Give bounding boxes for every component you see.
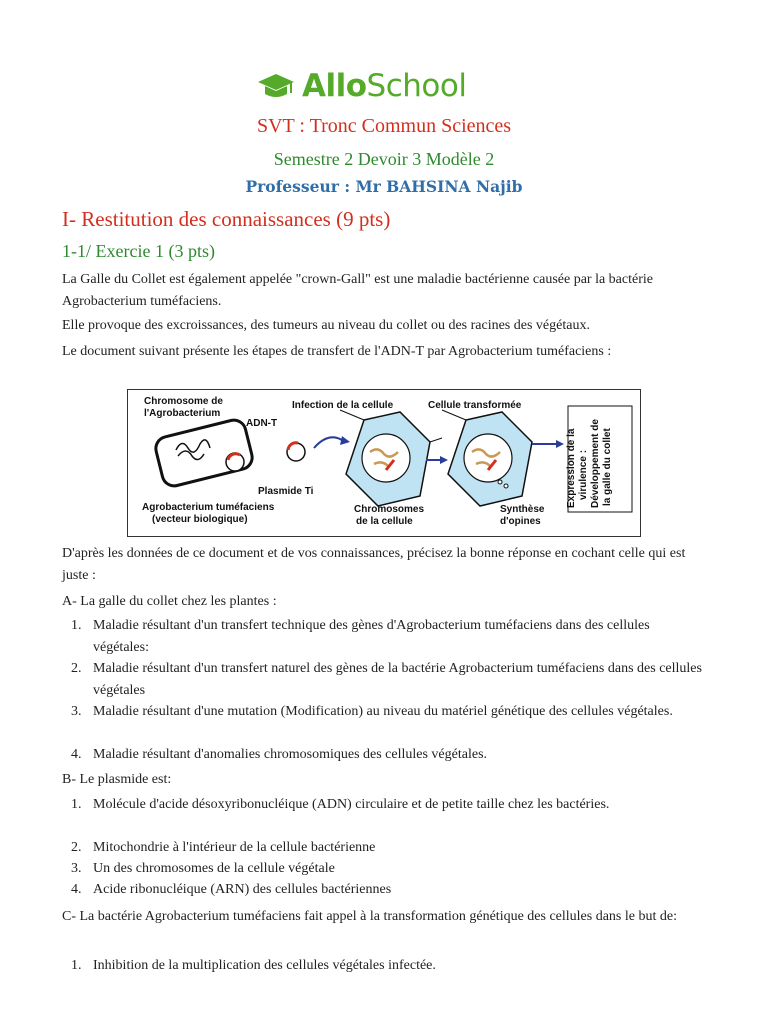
- label-transformed-cell: Cellule transformée: [428, 400, 522, 411]
- question-c-item-1[interactable]: 1. Inhibition de la multiplication des cellules végétales infectée.: [71, 958, 436, 973]
- label-expression-1: Expression de la: [566, 428, 577, 508]
- question-a-item-2[interactable]: 2. Maladie résultant d'un transfert naturel des gènes de la bactérie Agrobacterium tuméfaciens dans des cellules végétales: [71, 661, 702, 698]
- logo-text: AlloSchool: [302, 68, 467, 104]
- section-heading: I- Restitution des connaissances (9 pts): [62, 207, 391, 231]
- question-b-item-1[interactable]: 1. Molécule d'acide désoxyribonucléique (ADN) circulaire et de petite taille chez les bactéries.: [71, 797, 610, 812]
- question-a-item-3[interactable]: 3. Maladie résultant d'une mutation (Modification) au niveau du matériel génétique des cellules végétales.: [71, 704, 673, 719]
- paragraph-4: D'après les données de ce document et de vos connaissances, précisez la bonne réponse en cochant celle qui est juste :: [62, 546, 686, 583]
- label-synthese-2: d'opines: [500, 516, 541, 527]
- page-title: SVT : Tronc Commun Sciences: [256, 115, 512, 137]
- alloschool-logo: [256, 64, 466, 108]
- label-infection: Infection de la cellule: [292, 400, 394, 411]
- graduation-cap-icon: [256, 70, 296, 102]
- label-chromosome-2: l'Agrobacterium: [144, 408, 221, 419]
- paragraph-1: La Galle du Collet est également appelée "crown-Gall" est une maladie bactérienne causée par la bactérie Agrobacterium tuméfaciens.: [62, 272, 653, 309]
- label-expression-2: virulence :: [578, 449, 589, 500]
- label-adn-t: ADN-T: [246, 418, 278, 429]
- page-subtitle: Semestre 2 Devoir 3 Modèle 2: [273, 149, 495, 169]
- infected-cell-drawing: [340, 410, 442, 506]
- question-b-label: B- Le plasmide est:: [62, 772, 172, 787]
- paragraph-3: Le document suivant présente les étapes de transfert de l'ADN-T par Agrobacterium tuméfaciens :: [62, 344, 612, 359]
- teacher-name: Professeur : Mr BAHSINA Najib: [245, 177, 523, 196]
- label-agrobacterium-1: Agrobacterium tuméfaciens: [142, 502, 275, 513]
- label-chromosome-1: Chromosome de: [144, 396, 223, 407]
- label-expression-3: Développement de: [590, 419, 601, 508]
- question-b-item-2[interactable]: 2. Mitochondrie à l'intérieur de la cellule bactérienne: [71, 840, 376, 855]
- bacterium-drawing: [153, 418, 254, 489]
- question-b-item-3[interactable]: 3. Un des chromosomes de la cellule végétale: [71, 861, 335, 876]
- label-synthese-1: Synthèse: [500, 504, 545, 515]
- question-a-item-1[interactable]: 1. Maladie résultant d'un transfert technique des gènes d'Agrobacterium tuméfaciens dans des cellules végétales:: [71, 618, 650, 655]
- question-a-item-4[interactable]: 4. Maladie résultant d'anomalies chromosomiques des cellules végétales.: [71, 747, 488, 762]
- label-chromosomes-2: de la cellule: [356, 516, 413, 527]
- paragraph-2: Elle provoque des excroissances, des tumeurs au niveau du collet ou des racines des végétaux.: [62, 318, 590, 333]
- transfer-diagram: [127, 389, 641, 537]
- label-plasmide: Plasmide Ti: [258, 486, 314, 497]
- exercise-heading: 1-1/ Exercie 1 (3 pts): [62, 241, 215, 261]
- label-expression-4: la galle du collet: [602, 428, 613, 506]
- question-c-label: C- La bactérie Agrobacterium tuméfaciens fait appel à la transformation génétique des cellules dans le but de:: [62, 909, 677, 924]
- label-chromosomes-1: Chromosomes: [354, 504, 425, 515]
- question-a-label: A- La galle du collet chez les plantes :: [62, 594, 277, 609]
- transformed-cell-drawing: [442, 410, 532, 506]
- plasmid-drawing: [287, 443, 305, 461]
- label-agrobacterium-2: (vecteur biologique): [152, 514, 248, 525]
- question-b-item-4[interactable]: 4. Acide ribonucléique (ARN) des cellules bactériennes: [71, 882, 392, 897]
